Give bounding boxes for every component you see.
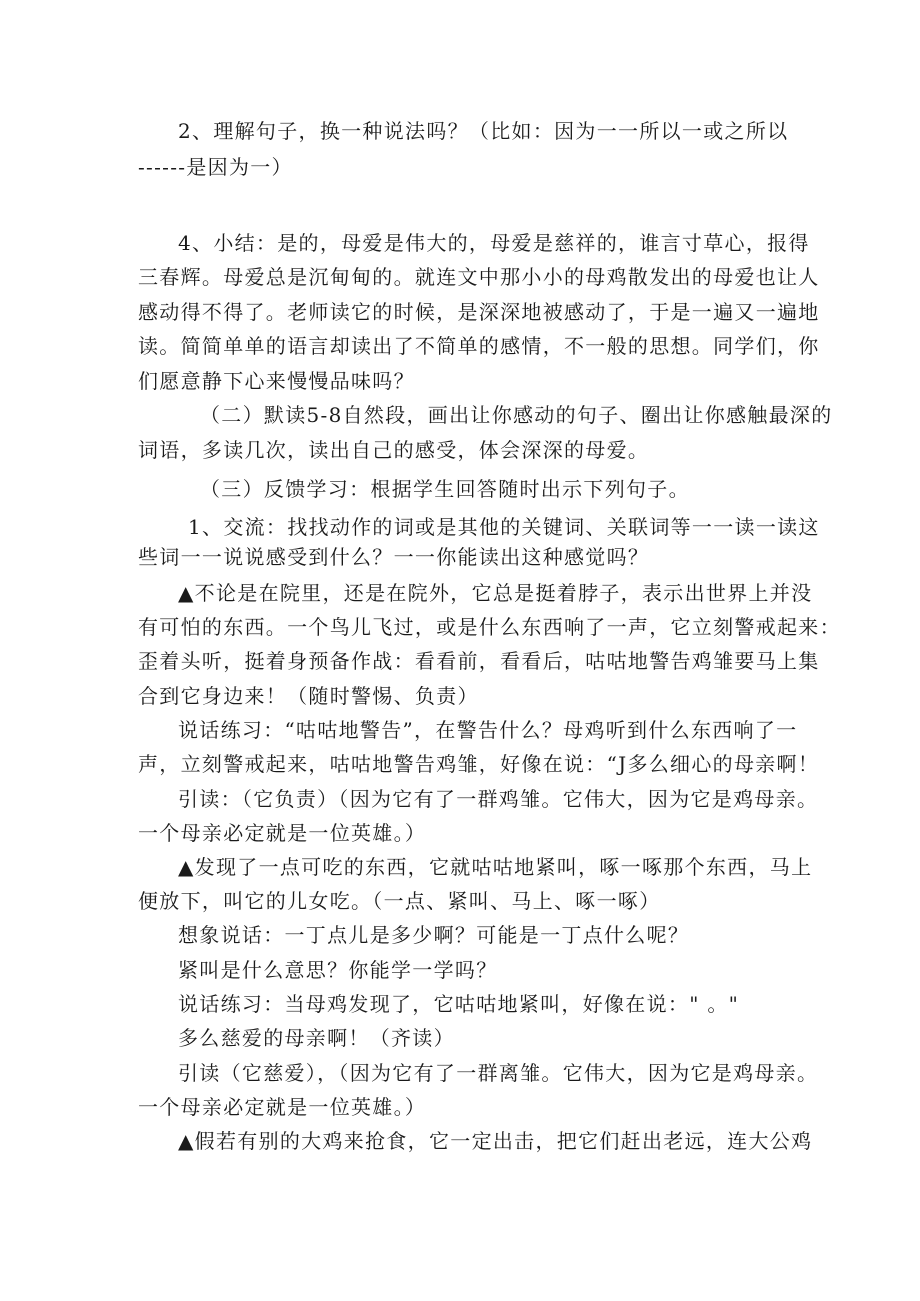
paragraph-line: （三）反馈学习：根据学生回答随时出示下列句子。 (200, 477, 690, 501)
paragraph-line: 三春辉。母爱总是沉甸甸的。就连文中那小小的母鸡散发出的母爱也让人 (138, 265, 820, 289)
paragraph-line: 想象说话：一丁点儿是多少啊？可能是一丁点什么呢？ (178, 923, 690, 947)
paragraph-line: ▲不论是在院里，还是在院外，它总是挺着脖子，表示出世界上并没 (178, 581, 813, 605)
paragraph-line: 引读（它慈爱），（因为它有了一群离雏。它伟大，因为它是鸡母亲。 (178, 1061, 819, 1085)
paragraph-line: 些词一一说说感受到什么？一一你能读出这种感觉吗？ (138, 545, 650, 569)
paragraph-line: 便放下，叫它的儿女吃。（一点、紧叫、马上、啄一啄） (138, 889, 661, 913)
paragraph-line: （二）默读5-8自然段，画出让你感动的句子、圈出让你感触最深的 (200, 403, 833, 427)
paragraph-line: 2、理解句子，换一种说法吗？（比如：因为一一所以一或之所以 (178, 119, 789, 143)
paragraph-line: 声，立刻警戒起来，咕咕地警告鸡雏，好像在说：“J多么细心的母亲啊！ (138, 752, 820, 776)
paragraph-line: 紧叫是什么意思？你能学一学吗？ (178, 958, 498, 982)
paragraph-line: 读。简简单单的语言却读出了不简单的感情，不一般的思想。同学们，你 (138, 334, 820, 358)
paragraph-line: ▲假若有别的大鸡来抢食，它一定出击，把它们赶出老远，连大公鸡 (178, 1129, 813, 1153)
paragraph-line: 说话练习：“咕咕地警告”，在警告什么？母鸡听到什么东西响了一 (178, 718, 798, 742)
paragraph-line: 引读：（它负责）（因为它有了一群鸡雏。它伟大，因为它是鸡母亲。 (178, 787, 819, 811)
paragraph-line: 感动得不得了。老师读它的时候，是深深地被感动了，于是一遍又一遍地 (138, 300, 820, 324)
paragraph-line: 有可怕的东西。一个鸟儿飞过，或是什么东西响了一声，它立刻警戒起来： (138, 615, 841, 639)
paragraph-line: 1、交流：找找动作的词或是其他的关键词、关联词等一一读一读这 (188, 515, 820, 539)
paragraph-line: 歪着头听，挺着身预备作战：看看前，看看后，咕咕地警告鸡雏要马上集 (138, 649, 820, 673)
paragraph-line: 合到它身边来！（随时警惕、负责） (138, 684, 479, 708)
paragraph-line: 词语，多读几次，读出自己的感受，体会深深的母爱。 (138, 438, 650, 462)
paragraph-line: 们愿意静下心来慢慢品味吗？ (138, 369, 415, 393)
paragraph-line: ------是因为一） (138, 155, 293, 179)
paragraph-line: 多么慈爱的母亲啊！（齐读） (178, 1026, 455, 1050)
paragraph-line: 一个母亲必定就是一位英雄。） (138, 821, 427, 845)
paragraph-line: 说话练习：当母鸡发现了，它咕咕地紧叫，好像在说：" 。" (178, 992, 740, 1016)
paragraph-line: 一个母亲必定就是一位英雄。） (138, 1095, 427, 1119)
paragraph-line: ▲发现了一点可吃的东西，它就咕咕地紧叫，啄一啄那个东西，马上 (178, 855, 813, 879)
paragraph-line: 4、小结：是的，母爱是伟大的，母爱是慈祥的，谁言寸草心，报得 (178, 231, 810, 255)
